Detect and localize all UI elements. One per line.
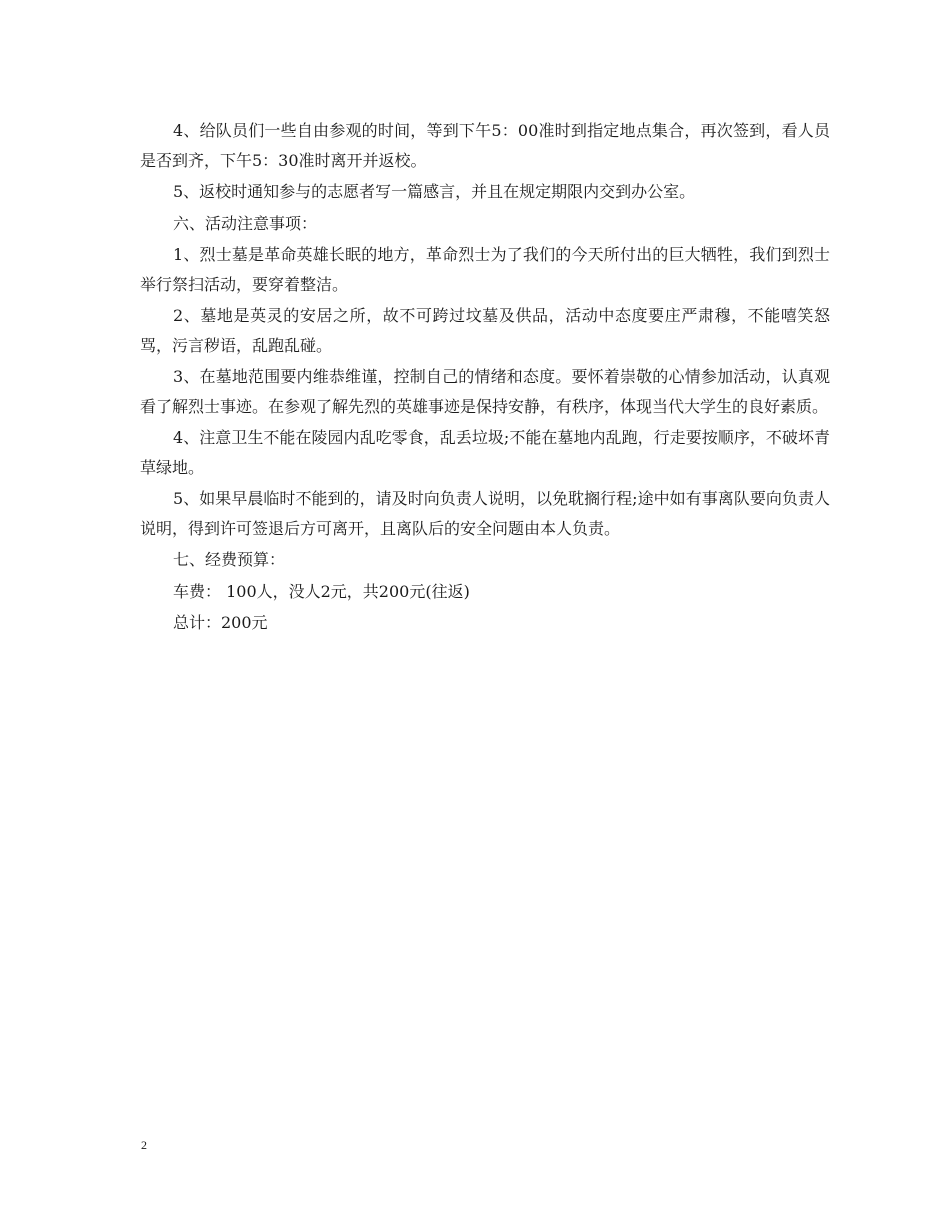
paragraph-precaution-4: 4、注意卫生不能在陵园内乱吃零食，乱丢垃圾;不能在墓地内乱跑，行走要按顺序，不破坏青草绿地。 xyxy=(140,428,830,477)
document-body xyxy=(140,116,830,640)
paragraph-return-notice: 5、返校时通知参与的志愿者写一篇感言，并且在规定期限内交到办公室。 xyxy=(173,182,696,201)
paragraph-precaution-1: 1、烈士墓是革命英雄长眠的地方，革命烈士为了我们的今天所付出的巨大牺牲，我们到烈士举行祭扫活动，要穿着整洁。 xyxy=(140,245,830,294)
section-heading-budget: 七、经费预算： xyxy=(173,550,286,569)
paragraph-precaution-2: 2、墓地是英灵的安居之所，故不可跨过坟墓及供品，活动中态度要庄严肃穆，不能嘻笑怒骂，污言秽语，乱跑乱碰。 xyxy=(140,306,830,355)
section-heading-precautions: 六、活动注意事项： xyxy=(173,213,318,233)
page-number: 2 xyxy=(141,1138,147,1152)
paragraph-free-visit: 4、给队员们一些自由参观的时间，等到下午5：00准时到指定地点集合，再次签到，看人员是否到齐，下午5：30准时离开并返校。 xyxy=(140,121,830,170)
paragraph-precaution-5: 5、如果早晨临时不能到的，请及时向负责人说明，以免耽搁行程;途中如有事离队要向负责人说明，得到许可签退后方可离开，且离队后的安全问题由本人负责。 xyxy=(140,489,830,538)
budget-total-line: 总计：200元 xyxy=(173,613,268,632)
budget-transport-line: 车费： 100人，没人2元，共200元(往返) xyxy=(173,581,470,601)
paragraph-precaution-3: 3、在墓地范围要内维恭维谨，控制自己的情绪和态度。要怀着崇敬的心情参加活动，认真观看了解烈士事迹。在参观了解先烈的英雄事迹是保持安静，有秩序，体现当代大学生的良好素质。 xyxy=(140,367,830,416)
